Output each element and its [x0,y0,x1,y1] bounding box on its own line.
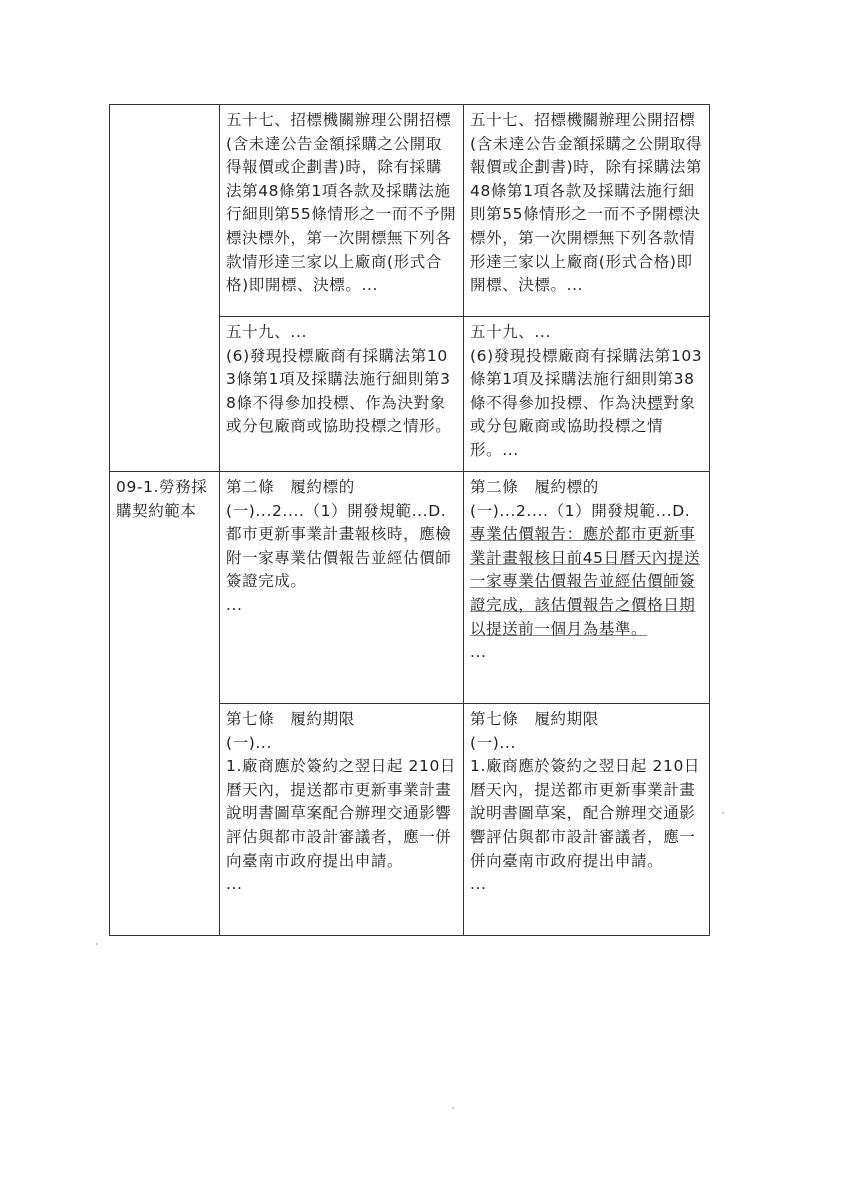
amended-text-cell: 五十七、招標機關辦理公開招標(含未達公告金額採購之公開取得報價或企劃書)時，除有採購法第48條第1項各款及採購法施行細則第55條情形之一而不予開標決標外，第一次開標無下列各款情形達三家以上廠商(形式合格)即開標、決標。... [464,105,710,317]
row-label-cell [110,105,220,472]
original-text-cell: 五十七、招標機關辦理公開招標(含未達公告金額採購之公開取得報價或企劃書)時，除有採購法第48條第1項各款及採購法施行細則第55條情形之一而不予開標決標外，第一次開標無下列各款情形達三家以上廠商(形式合格)即開標、決標。... [220,105,464,317]
amended-text-cell: 第二條 履約標的 (一)...2....（1）開發規範...D.專業估價報告：應於都市更新事業計畫報核日前45日曆天內提送一家專業估價報告並經估價師簽證完成，該估價報告之價格日期以提送前一個月為基準。 ... [464,472,710,704]
amendment-comparison-table [109,104,710,936]
scan-speck [452,1107,454,1109]
original-text-cell: 第七條 履約期限 (一)... 1.廠商應於簽約之翌日起 210日曆天內，提送都市更新事業計畫說明書圖草案配合辦理交通影響評估與都市設計審議者，應一併向臺南市政府提出申請。 ... [220,704,464,936]
scan-speck [96,943,98,945]
table-row [110,105,710,317]
amended-insertion: 專業估價報告：應於都市更新事業計畫報核日前45日曆天內提送一家專業估價報告並經估價師簽證完成，該估價報告之價格日期以提送前一個月為基準。 [470,525,701,638]
amended-text-cell: 第七條 履約期限 (一)... 1.廠商應於簽約之翌日起 210日曆天內，提送都市更新事業計畫說明書圖草案，配合辦理交通影響評估與都市設計審議者，應一併向臺南市政府提出申請。 ... [464,704,710,936]
amended-insertion: 標 [647,393,664,412]
amended-text-cell: 五十九、... (6)發現投標廠商有採購法第103條第1項及採購法施行細則第38條不得參加投標、作為決標對象或分包廠商或協助投標之情形。... [464,317,710,472]
original-text-cell: 五十九、... (6)發現投標廠商有採購法第103條第1項及採購法施行細則第38條不得參加投標、作為決對象或分包廠商或協助投標之情形。 [220,317,464,472]
row-label-cell: 09-1.勞務採購契約範本 [110,472,220,936]
table-row [110,472,710,704]
scan-speck [722,812,724,814]
original-text-cell: 第二條 履約標的 (一)...2....（1）開發規範...D.都市更新事業計畫報核時，應檢附一家專業估價報告並經估價師簽證完成。 ... [220,472,464,704]
